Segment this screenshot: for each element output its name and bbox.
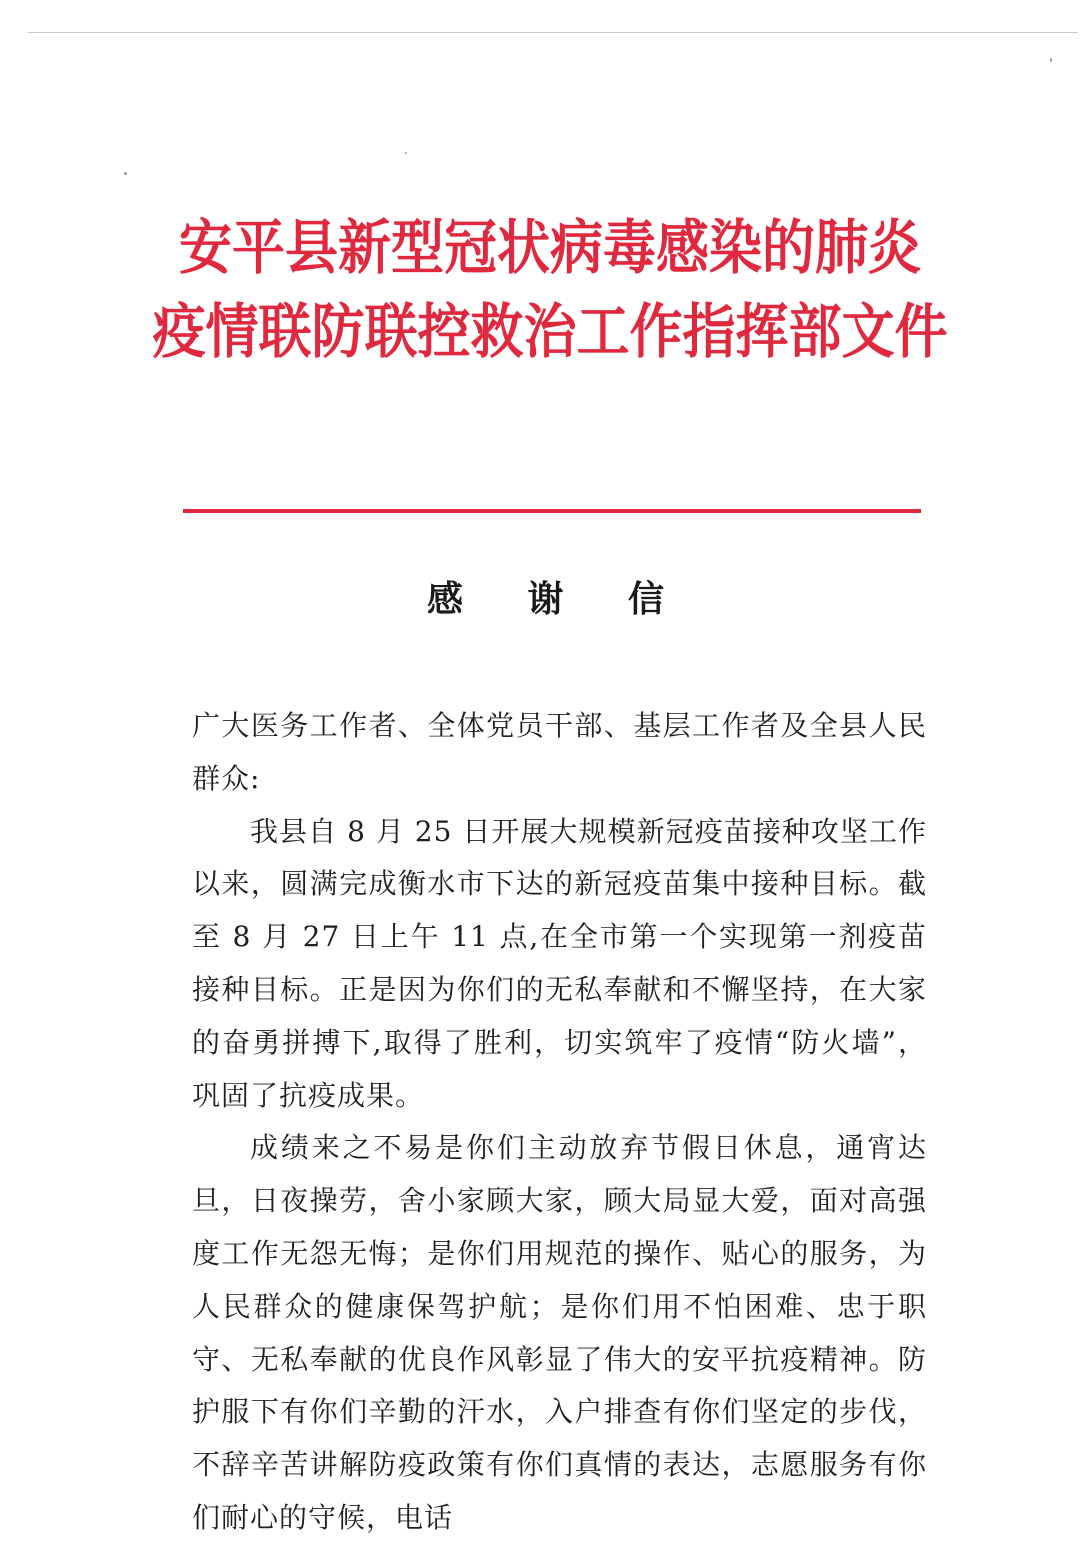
paragraph-1: 我县自 8 月 25 日开展大规模新冠疫苗接种攻坚工作以来，圆满完成衡水市下达的新冠疫苗集中接种目标。截至 8 月 27 日上午 11 点,在全市第一个实现第一剂疫苗接种目标。正是因为你们的无私奉献和不懈坚持，在大家的奋勇拼搏下,取得了胜利，切实筑牢了疫情“防火墙”，巩固了抗疫成果。 <box>192 814 927 1112</box>
scan-speck <box>405 152 407 154</box>
salutation: 广大医务工作者、全体党员干部、基层工作者及全县人民群众: <box>192 709 927 795</box>
issuer-header-line-2: 疫情联防联控救治工作指挥部文件 <box>152 297 948 367</box>
scan-speck <box>124 172 127 175</box>
issuer-header-line-1: 安平县新型冠状病毒感染的肺炎 <box>179 213 921 283</box>
scan-speck <box>1050 58 1052 62</box>
red-header-rule <box>183 509 921 513</box>
document-title: 感 谢 信 <box>426 579 691 620</box>
paragraph-2: 成绩来之不易是你们主动放弃节假日休息，通宵达旦，日夜操劳，舍小家顾大家，顾大局显大爱，面对高强度工作无怨无悔；是你们用规范的操作、贴心的服务，为人民群众的健康保驾护航；是你们用不怕困难、忠于职守、无私奉献的优良作风彰显了伟大的安平抗疫精神。防护服下有你们辛勤的汗水，入户排查有你们坚定的步伐，不辞辛苦讲解防疫政策有你们真情的表达，志愿服务有你们耐心的守候，电话 <box>192 1131 927 1534</box>
scan-edge-line <box>28 32 1078 33</box>
letter-body <box>192 700 927 1545</box>
